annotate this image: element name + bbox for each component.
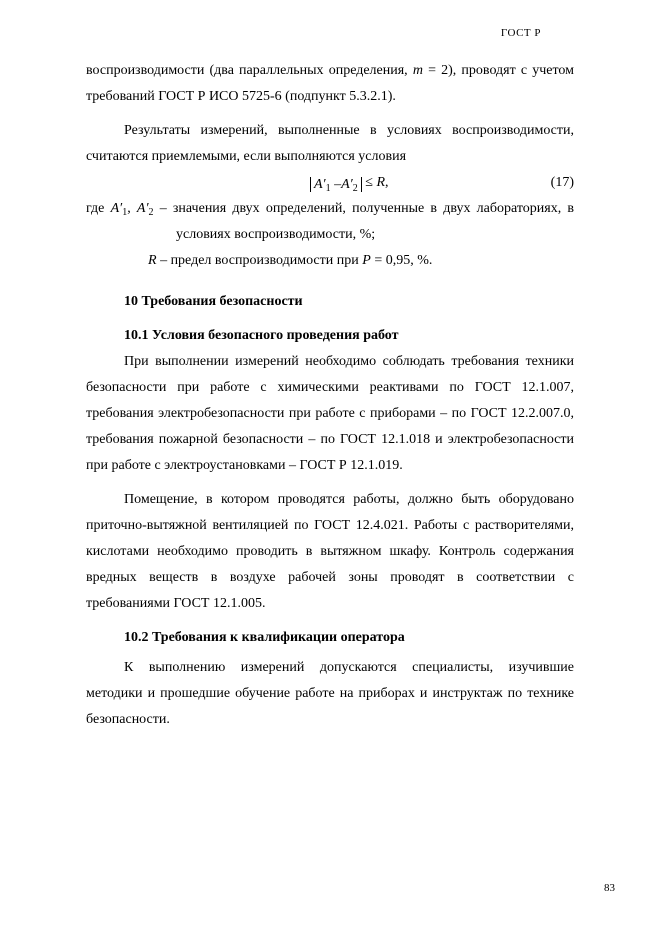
- formula-17: [86, 170, 574, 196]
- section-10-1-para1: При выполнении измерений необходимо соблюдать требования техники безопасности при работе с химическими реактивами по ГОСТ 12.1.007, требования электробезопасности при работе с приборами – по ГОСТ 12.2.007.0, требования пожарной безопасности – по ГОСТ 12.1.018 и электробезопасности при работе с электроустановками – ГОСТ Р 12.1.019.: [86, 354, 574, 473]
- var-m: m: [412, 63, 423, 78]
- section-10-1-title: 10.1 Условия безопасного проведения работ: [124, 328, 399, 343]
- para-top-text-b: = 2), проводят с учетом: [422, 63, 574, 78]
- section-10-2-title: 10.2 Требования к квалификации оператора: [124, 630, 405, 645]
- abs-bars: [310, 177, 362, 192]
- para-top-line2: требований ГОСТ Р ИСО 5725-6 (подпункт 5.3.2.1).: [86, 89, 396, 104]
- formula-a2-sub: 2: [352, 183, 358, 194]
- formula-relation: ≤: [361, 175, 377, 190]
- where-v2: A′: [136, 201, 149, 216]
- para-results: Результаты измерений, выполненные в условиях воспроизводимости, считаются приемлемыми, если выполняются условия: [86, 123, 574, 164]
- where-r-var: R: [148, 253, 157, 268]
- where-lead: где: [86, 201, 111, 216]
- formula-number: (17): [550, 175, 574, 190]
- where-r-desc-a: – предел воспроизводимости при: [156, 253, 363, 268]
- section-10-2-para1: К выполнению измерений допускаются специалисты, изучившие методики и прошедшие обучение работе на приборах и инструктаж по технике безопасности.: [86, 660, 574, 727]
- where-line2: условиях воспроизводимости, %;: [176, 227, 376, 242]
- where-v1-sub: 1: [122, 207, 128, 218]
- formula-a1: A′: [314, 177, 326, 192]
- formula-a1-sub: 1: [325, 183, 331, 194]
- where-v2-sub: 2: [148, 207, 154, 218]
- where-r-desc-b: = 0,95, %.: [370, 253, 433, 268]
- formula-tail: ,: [385, 175, 389, 190]
- formula-a2: A′: [341, 177, 353, 192]
- formula-rhs: R: [376, 175, 385, 190]
- section-10-title: 10 Требования безопасности: [124, 294, 303, 309]
- formula-expression: [310, 170, 389, 196]
- para-top-text-a: воспроизводимости (два параллельных определения,: [86, 63, 413, 78]
- document-body: [86, 58, 574, 733]
- section-10-1-para2: Помещение, в котором проводятся работы, должно быть оборудовано приточно-вытяжной вентиляцией по ГОСТ 12.4.021. Работы с растворителями, кислотами необходимо проводить в вытяжном шкафу. Контроль содержания вредных веществ в воздухе рабочей зоны проводят в соответствии с требованиями ГОСТ 12.1.005.: [86, 492, 574, 611]
- para-top: [86, 58, 574, 84]
- where-r-line: [86, 248, 574, 274]
- where-line1: [86, 196, 574, 222]
- formula-minus: –: [330, 177, 342, 192]
- where-r-p: P: [362, 253, 371, 268]
- header-label: ГОСТ Р: [500, 27, 541, 39]
- page-number: 83: [604, 882, 615, 894]
- where-v1: A′: [110, 201, 123, 216]
- where-sep: ,: [127, 201, 137, 216]
- where-desc: – значения двух определений, полученные в двух лабораториях, в: [153, 201, 574, 216]
